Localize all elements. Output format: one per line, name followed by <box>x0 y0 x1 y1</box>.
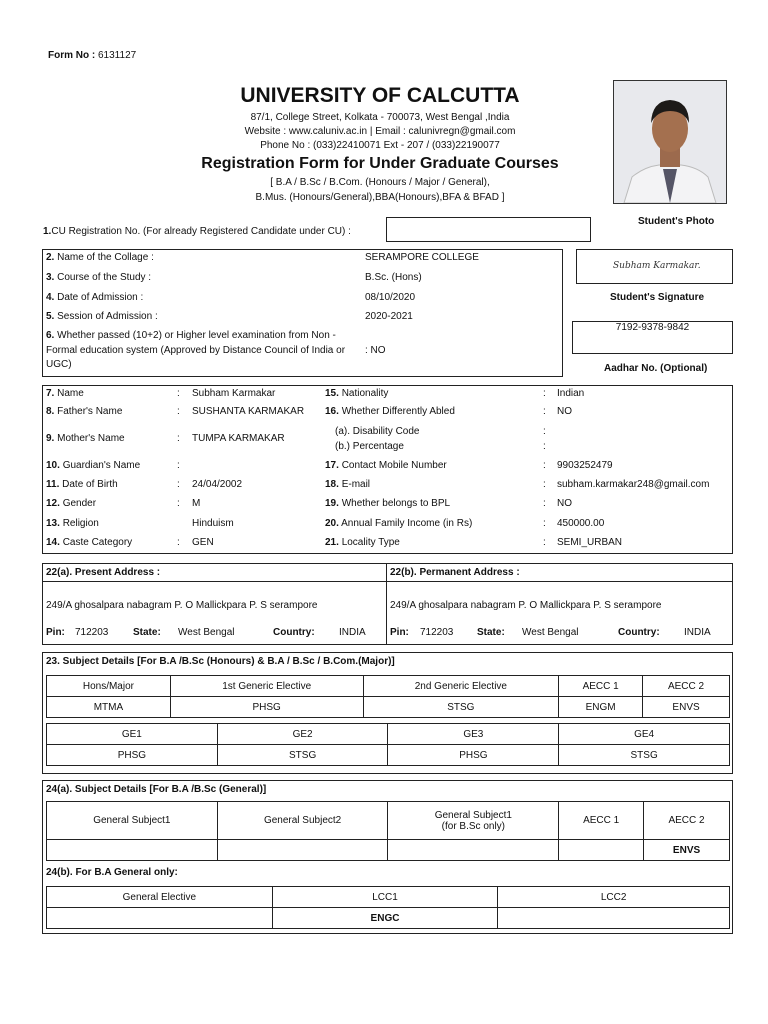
personal-field-number: 8. <box>46 406 55 417</box>
personal-field-label <box>325 479 370 490</box>
permanent-pin: 712203 <box>420 627 454 638</box>
personal-field-label-text: Date of Birth <box>62 479 118 490</box>
college-field-label <box>46 272 151 283</box>
personal-field-label <box>46 537 132 548</box>
personal-field-number: 18. <box>325 479 339 490</box>
personal-field-number: 13. <box>46 518 60 529</box>
table-header-cell: General Elective <box>47 887 273 908</box>
form-title: Registration Form for Under Graduate Courses <box>201 155 559 172</box>
table-header-cell: General Subject1 <box>47 802 218 840</box>
personal-field-label-text: Gender <box>62 498 97 509</box>
table-header-cell: Hons/Major <box>47 676 171 697</box>
table-cell: PHSG <box>388 745 559 766</box>
personal-field-label-text: Nationality <box>341 388 389 399</box>
personal-field-label <box>46 460 140 471</box>
college-field-value: 2020-2021 <box>365 311 413 322</box>
college-field-label-text: Session of Admission : <box>57 311 158 322</box>
non-formal-question: 6. Whether passed (10+2) or Higher level examination from Non - Formal education system (Approved by Distance Council of India or UGC) <box>46 330 346 370</box>
university-phone: Phone No : (033)22410071 Ext - 207 / (033)22190077 <box>260 140 500 151</box>
field-colon: : <box>177 498 180 509</box>
present-state: West Bengal <box>178 627 235 638</box>
personal-field-label <box>325 388 388 399</box>
table-cell <box>498 908 730 929</box>
cu-registration-field[interactable] <box>386 217 591 242</box>
personal-field-number: 19. <box>325 498 339 509</box>
present-pin: 712203 <box>75 627 109 638</box>
personal-field-number: 12. <box>46 498 60 509</box>
personal-field-label-text: Contact Mobile Number <box>341 460 447 471</box>
table-cell <box>47 908 273 929</box>
table-header-cell: GE1 <box>47 724 218 745</box>
permanent-country-label: Country: <box>618 627 660 638</box>
honours-subjects-title: 23. Subject Details [For B.A /B.Sc (Honours) & B.A / B.Sc / B.Com.(Major)] <box>46 656 395 667</box>
personal-field-label <box>46 479 118 490</box>
table-cell: MTMA <box>47 697 171 718</box>
personal-field-number: 11. <box>46 479 60 490</box>
field-colon: : <box>543 441 546 452</box>
personal-field-value: Indian <box>557 388 585 399</box>
field-colon: : <box>543 518 546 529</box>
personal-field-number: 17. <box>325 460 339 471</box>
field-colon: : <box>543 406 546 417</box>
personal-field-value: Subham Karmakar <box>192 388 276 399</box>
table-header-cell: 1st Generic Elective <box>170 676 363 697</box>
table-header-cell: AECC 2 <box>643 676 730 697</box>
personal-field-value: SUSHANTA KARMAKAR <box>192 406 305 417</box>
table-cell: PHSG <box>170 697 363 718</box>
personal-field-label <box>46 388 84 399</box>
personal-field-value: TUMPA KARMAKAR <box>192 433 285 444</box>
table-header-row <box>47 887 730 908</box>
table-header-cell: GE4 <box>559 724 730 745</box>
personal-field-label <box>335 426 419 437</box>
personal-field-label-text: Name <box>57 388 84 399</box>
address-header-line <box>42 581 733 582</box>
permanent-pin-label: Pin: <box>390 627 409 638</box>
permanent-address-text: 249/A ghosalpara nabagram P. O Mallickpara P. S serampore <box>390 600 662 611</box>
general-subjects-table <box>46 801 730 861</box>
form-number-value: 6131127 <box>98 50 137 61</box>
table-header-cell: LCC1 <box>272 887 498 908</box>
table-header-cell: General Subject2 <box>217 802 388 840</box>
table-cell: STSG <box>559 745 730 766</box>
address-divider <box>386 563 387 645</box>
college-field-number: 2. <box>46 252 55 263</box>
table-cell <box>47 840 218 861</box>
courses-line-1: [ B.A / B.Sc / B.Com. (Honours / Major / General), <box>270 177 490 188</box>
personal-field-label-text: Guardian's Name <box>62 460 141 471</box>
personal-field-number: 20. <box>325 518 339 529</box>
personal-field-value: 24/04/2002 <box>192 479 243 490</box>
college-field-label-text: Date of Admission : <box>57 292 144 303</box>
field-colon: : <box>177 537 180 548</box>
permanent-country: INDIA <box>684 627 711 638</box>
field-colon: : <box>543 460 546 471</box>
field-colon: : <box>177 406 180 417</box>
personal-field-number: 15. <box>325 388 339 399</box>
college-field-label-text: Name of the Collage : <box>57 252 154 263</box>
college-field-label <box>46 292 143 303</box>
table-cell <box>559 840 644 861</box>
form-number <box>48 50 136 61</box>
personal-field-value: 450000.00 <box>557 518 605 529</box>
table-header-cell: AECC 2 <box>644 802 730 840</box>
general-subjects-title: 24(a). Subject Details [For B.A /B.Sc (General)] <box>46 784 267 795</box>
table-cell: ENVS <box>644 840 730 861</box>
table-header-row <box>47 676 730 697</box>
personal-field-value: GEN <box>192 537 214 548</box>
aadhar-label: Aadhar No. (Optional) <box>604 363 708 374</box>
personal-field-label-text: Caste Category <box>62 537 133 548</box>
aadhar-value: 7192-9378-9842 <box>615 322 690 333</box>
table-cell: STSG <box>363 697 559 718</box>
non-formal-answer: : NO <box>365 345 386 356</box>
personal-field-number: 10. <box>46 460 60 471</box>
signature-box <box>576 249 733 284</box>
college-field-number: 4. <box>46 292 55 303</box>
present-country: INDIA <box>339 627 366 638</box>
personal-field-label-text: Whether belongs to BPL <box>341 498 451 509</box>
table-row <box>47 908 730 929</box>
table-header-cell: GE2 <box>217 724 388 745</box>
honours-subjects-table <box>46 675 730 718</box>
field-colon: : <box>543 426 546 437</box>
table-row <box>47 697 730 718</box>
present-state-label: State: <box>133 627 161 638</box>
college-field-label <box>46 252 154 263</box>
table-header-cell: GE3 <box>388 724 559 745</box>
permanent-state-label: State: <box>477 627 505 638</box>
table-header-row <box>47 724 730 745</box>
personal-field-label <box>46 433 125 444</box>
field-colon: : <box>543 479 546 490</box>
university-website: Website : www.caluniv.ac.in | Email : calunivregn@gmail.com <box>244 126 516 137</box>
signature-image: Subham Karmakar. <box>613 261 701 271</box>
personal-field-label-text: Locality Type <box>341 537 400 548</box>
table-cell: ENGM <box>559 697 643 718</box>
personal-field-label <box>46 518 99 529</box>
student-photo-image <box>614 81 726 203</box>
form-number-label: Form No : <box>48 50 96 61</box>
personal-field-label-text: Mother's Name <box>57 433 125 444</box>
personal-field-label <box>325 537 400 548</box>
generic-electives-table <box>46 723 730 766</box>
personal-field-label <box>325 498 450 509</box>
college-field-value: SERAMPORE COLLEGE <box>365 252 479 263</box>
personal-field-label <box>325 460 447 471</box>
personal-field-label-text: (a). Disability Code <box>335 426 420 437</box>
field-colon: : <box>177 479 180 490</box>
college-field-value: B.Sc. (Hons) <box>365 272 422 283</box>
student-photo-label: Student's Photo <box>638 216 715 227</box>
personal-field-value: NO <box>557 406 572 417</box>
ba-general-table <box>46 886 730 929</box>
personal-field-value: subham.karmakar248@gmail.com <box>557 479 710 490</box>
table-cell <box>388 840 559 861</box>
ba-general-title: 24(b). For B.A General only: <box>46 867 178 878</box>
personal-field-label-text: E-mail <box>341 479 371 490</box>
personal-field-label <box>46 406 122 417</box>
field-colon: : <box>543 388 546 399</box>
courses-line-2: B.Mus. (Honours/General),BBA(Honours),BFA & BFAD ] <box>255 192 505 203</box>
present-address-text: 249/A ghosalpara nabagram P. O Mallickpara P. S serampore <box>46 600 318 611</box>
personal-field-number: 9. <box>46 433 55 444</box>
personal-field-label <box>325 518 472 529</box>
personal-field-value: SEMI_URBAN <box>557 537 623 548</box>
university-name: UNIVERSITY OF CALCUTTA <box>240 84 520 107</box>
personal-field-number: 16. <box>325 406 339 417</box>
present-country-label: Country: <box>273 627 315 638</box>
header-subcaption: (for B.Sc only) <box>441 820 506 832</box>
table-cell: PHSG <box>47 745 218 766</box>
signature-label: Student's Signature <box>610 292 705 303</box>
field-colon: : <box>543 537 546 548</box>
college-field-number: 5. <box>46 311 55 322</box>
field-colon: : <box>177 460 180 471</box>
personal-field-label <box>335 441 404 452</box>
permanent-address-title: 22(b). Permanent Address : <box>390 567 520 578</box>
college-field-label <box>46 311 158 322</box>
aadhar-box <box>572 321 733 354</box>
college-field-value: 08/10/2020 <box>365 292 416 303</box>
personal-field-number: 7. <box>46 388 55 399</box>
personal-field-value: Hinduism <box>192 518 234 529</box>
present-address-title: 22(a). Present Address : <box>46 567 161 578</box>
table-header-cell: LCC2 <box>498 887 730 908</box>
personal-field-number: 14. <box>46 537 60 548</box>
personal-field-value: M <box>192 498 201 509</box>
personal-field-value: 9903252479 <box>557 460 613 471</box>
table-cell: ENGC <box>272 908 498 929</box>
personal-field-label-text: Whether Differently Abled <box>341 406 455 417</box>
table-header-cell: AECC 1 <box>559 802 644 840</box>
permanent-state: West Bengal <box>522 627 579 638</box>
personal-field-value: NO <box>557 498 572 509</box>
table-cell: STSG <box>217 745 388 766</box>
personal-field-label <box>46 498 96 509</box>
field-colon: : <box>543 498 546 509</box>
personal-field-label <box>325 406 455 417</box>
personal-field-label-text: (b.) Percentage <box>335 441 404 452</box>
table-row <box>47 745 730 766</box>
field-colon: : <box>177 388 180 399</box>
personal-field-number: 21. <box>325 537 339 548</box>
present-pin-label: Pin: <box>46 627 65 638</box>
college-field-number: 3. <box>46 272 55 283</box>
personal-field-label-text: Father's Name <box>57 406 123 417</box>
student-photo <box>613 80 727 204</box>
table-cell <box>217 840 388 861</box>
college-field-label-text: Course of the Study : <box>57 272 152 283</box>
personal-field-label-text: Religion <box>62 518 99 529</box>
table-header-cell: General Subject1 (for B.Sc only) <box>388 802 559 840</box>
table-header-cell: AECC 1 <box>559 676 643 697</box>
field-colon: : <box>177 433 180 444</box>
table-header-row <box>47 802 730 840</box>
cu-registration-label: 1.CU Registration No. (For already Registered Candidate under CU) : <box>43 226 351 237</box>
university-address: 87/1, College Street, Kolkata - 700073, West Bengal ,India <box>250 112 510 123</box>
personal-field-label-text: Annual Family Income (in Rs) <box>341 518 473 529</box>
table-header-cell: 2nd Generic Elective <box>363 676 559 697</box>
table-row <box>47 840 730 861</box>
table-cell: ENVS <box>643 697 730 718</box>
